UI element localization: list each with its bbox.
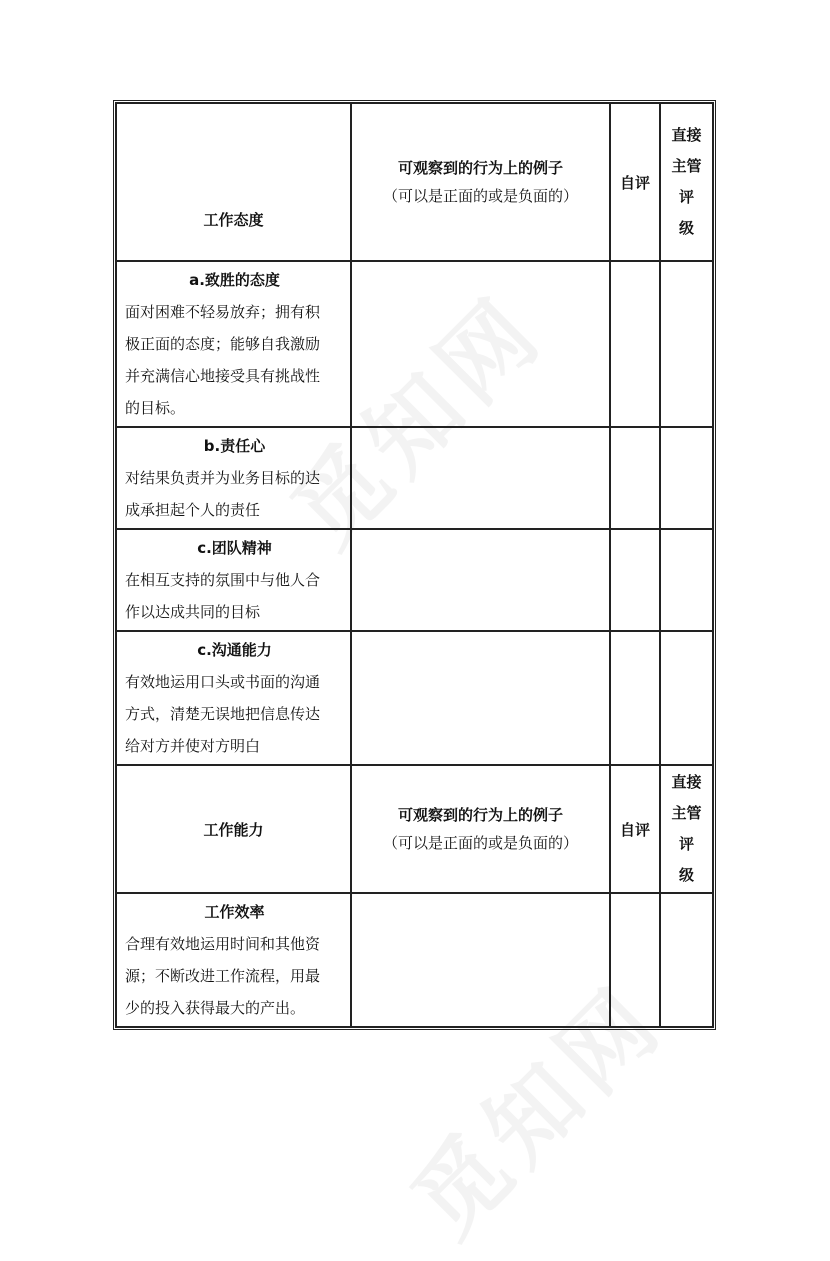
criterion-desc-line: 极正面的态度；能够自我激励 [125, 335, 321, 353]
criterion-desc-line: 作以达成共同的目标 [125, 603, 261, 621]
manager-rating-cell[interactable] [660, 529, 713, 631]
examples-header [351, 765, 610, 893]
criterion-title: c.沟通能力 [197, 641, 272, 659]
self-rating-cell[interactable] [610, 631, 660, 765]
criterion-desc-line: 并充满信心地接受具有挑战性 [125, 367, 321, 385]
criterion-desc-line: 面对困难不轻易放弃；拥有积 [125, 303, 321, 321]
criterion-desc-line: 有效地运用口头或书面的沟通 [125, 673, 321, 691]
criterion-title: 工作效率 [204, 903, 265, 921]
criterion-cell [116, 427, 351, 529]
criterion-desc-line: 少的投入获得最大的产出。 [125, 999, 306, 1017]
self-rating-cell[interactable] [610, 529, 660, 631]
self-rating-cell[interactable] [610, 427, 660, 529]
examples-title: 可观察到的行为上的例子 [397, 806, 563, 824]
examples-cell[interactable] [351, 427, 610, 529]
manager-rating-header: 直接 主管 评 级 [660, 765, 713, 893]
criterion-cell [116, 529, 351, 631]
criterion-desc-line: 成承担起个人的责任 [125, 501, 261, 519]
criterion-cell [116, 893, 351, 1027]
examples-note: （可以是正面的或是负面的） [382, 187, 578, 205]
header-row-attitude [116, 103, 713, 261]
criterion-desc-line: 的目标。 [125, 399, 186, 417]
category-header: 工作能力 [116, 765, 351, 893]
criterion-title: a.致胜的态度 [189, 271, 280, 289]
criterion-desc-line: 对结果负责并为业务目标的达 [125, 469, 321, 487]
criterion-desc-line: 方式，清楚无误地把信息传达 [125, 705, 321, 723]
criterion-desc-line: 在相互支持的氛围中与他人合 [125, 571, 321, 589]
criterion-row [116, 631, 713, 765]
criterion-row [116, 893, 713, 1027]
manager-rating-cell[interactable] [660, 631, 713, 765]
manager-rating-cell[interactable] [660, 893, 713, 1027]
examples-cell[interactable] [351, 261, 610, 427]
examples-cell[interactable] [351, 529, 610, 631]
manager-rating-cell[interactable] [660, 427, 713, 529]
self-rating-cell[interactable] [610, 893, 660, 1027]
criterion-title: c.团队精神 [197, 539, 272, 557]
category-header: 工作态度 [116, 103, 351, 261]
criterion-row [116, 261, 713, 427]
manager-rating-header: 直接 主管 评 级 [660, 103, 713, 261]
criterion-row [116, 427, 713, 529]
header-row-ability [116, 765, 713, 893]
criterion-desc-line: 合理有效地运用时间和其他资 [125, 935, 321, 953]
criterion-title: b.责任心 [203, 437, 266, 455]
criterion-row [116, 529, 713, 631]
self-rating-header: 自评 [610, 765, 660, 893]
criterion-desc-line: 给对方并使对方明白 [125, 737, 261, 755]
examples-cell[interactable] [351, 893, 610, 1027]
self-rating-header: 自评 [610, 103, 660, 261]
examples-header [351, 103, 610, 261]
criterion-cell [116, 261, 351, 427]
self-rating-cell[interactable] [610, 261, 660, 427]
examples-note: （可以是正面的或是负面的） [382, 834, 578, 852]
examples-cell[interactable] [351, 631, 610, 765]
criterion-desc-line: 源；不断改进工作流程，用最 [125, 967, 321, 985]
examples-title: 可观察到的行为上的例子 [397, 159, 563, 177]
manager-rating-cell[interactable] [660, 261, 713, 427]
criterion-cell [116, 631, 351, 765]
evaluation-table [113, 100, 716, 1030]
